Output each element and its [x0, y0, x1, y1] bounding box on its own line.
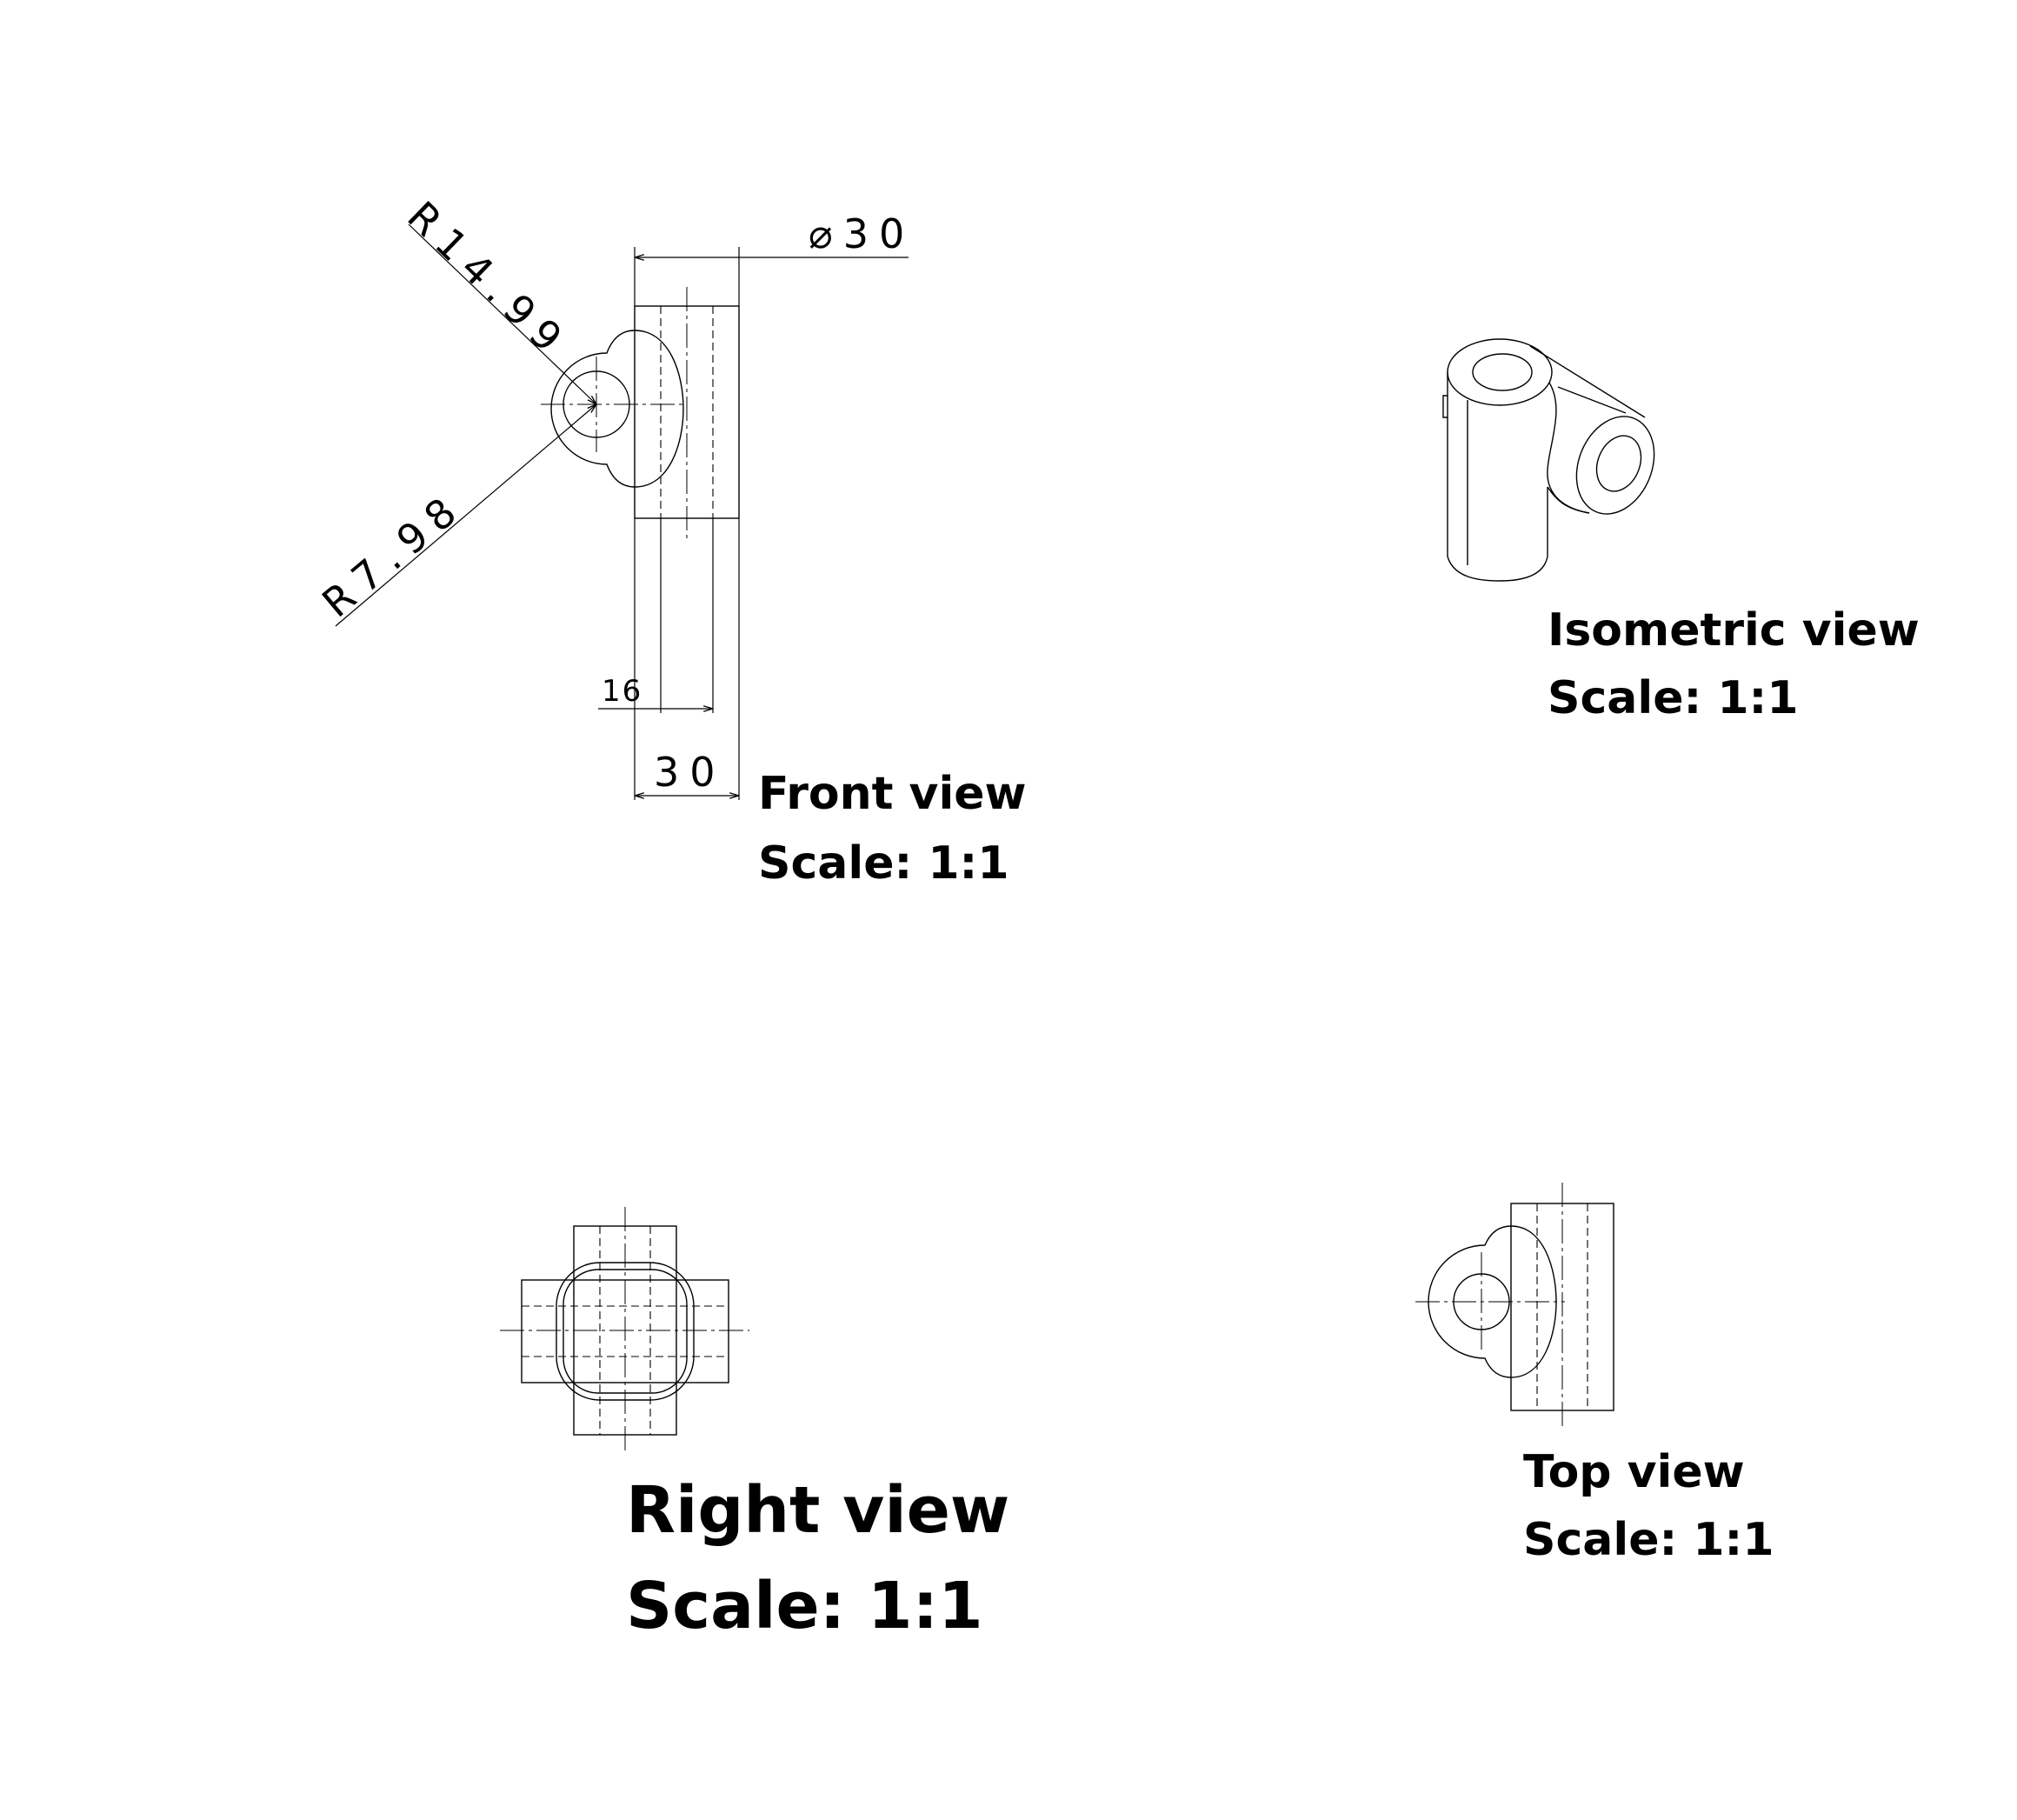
top-view-title: Top view	[1523, 1446, 1745, 1498]
front-boss-fillet	[635, 330, 683, 487]
iso-boss-face	[1562, 404, 1668, 525]
iso-cyl-top	[1448, 339, 1552, 405]
front-view-scale: Scale: 1:1	[758, 837, 1009, 890]
iso-boss-upper-line	[1558, 387, 1626, 413]
front-view-title: Front view	[758, 768, 1027, 820]
right-view-scale: Scale: 1:1	[626, 1569, 983, 1643]
top-view	[1415, 1183, 1774, 1566]
iso-cyl-bore	[1473, 354, 1532, 390]
iso-cyl-bottom	[1448, 557, 1548, 581]
top-view-scale: Scale: 1:1	[1523, 1514, 1774, 1566]
right-view-title: Right view	[626, 1473, 1010, 1548]
iso-boss-top-edge	[1530, 346, 1645, 417]
dim-bore-width: 16	[602, 674, 643, 709]
dim-inner-radius: R7.98	[313, 482, 473, 627]
dim-outer-radius: R14.99	[398, 192, 579, 369]
isometric-view-title: Isometric view	[1548, 604, 1920, 657]
iso-cyl-small-notch	[1443, 396, 1448, 417]
dim-body-width: 30	[654, 749, 726, 796]
isometric-view	[1443, 339, 1920, 724]
isometric-view-scale: Scale: 1:1	[1548, 672, 1799, 724]
right-view	[500, 1207, 1009, 1643]
front-view	[313, 192, 1026, 890]
iso-boss-hole	[1588, 429, 1648, 497]
dim-diameter: ⌀30	[809, 210, 915, 257]
